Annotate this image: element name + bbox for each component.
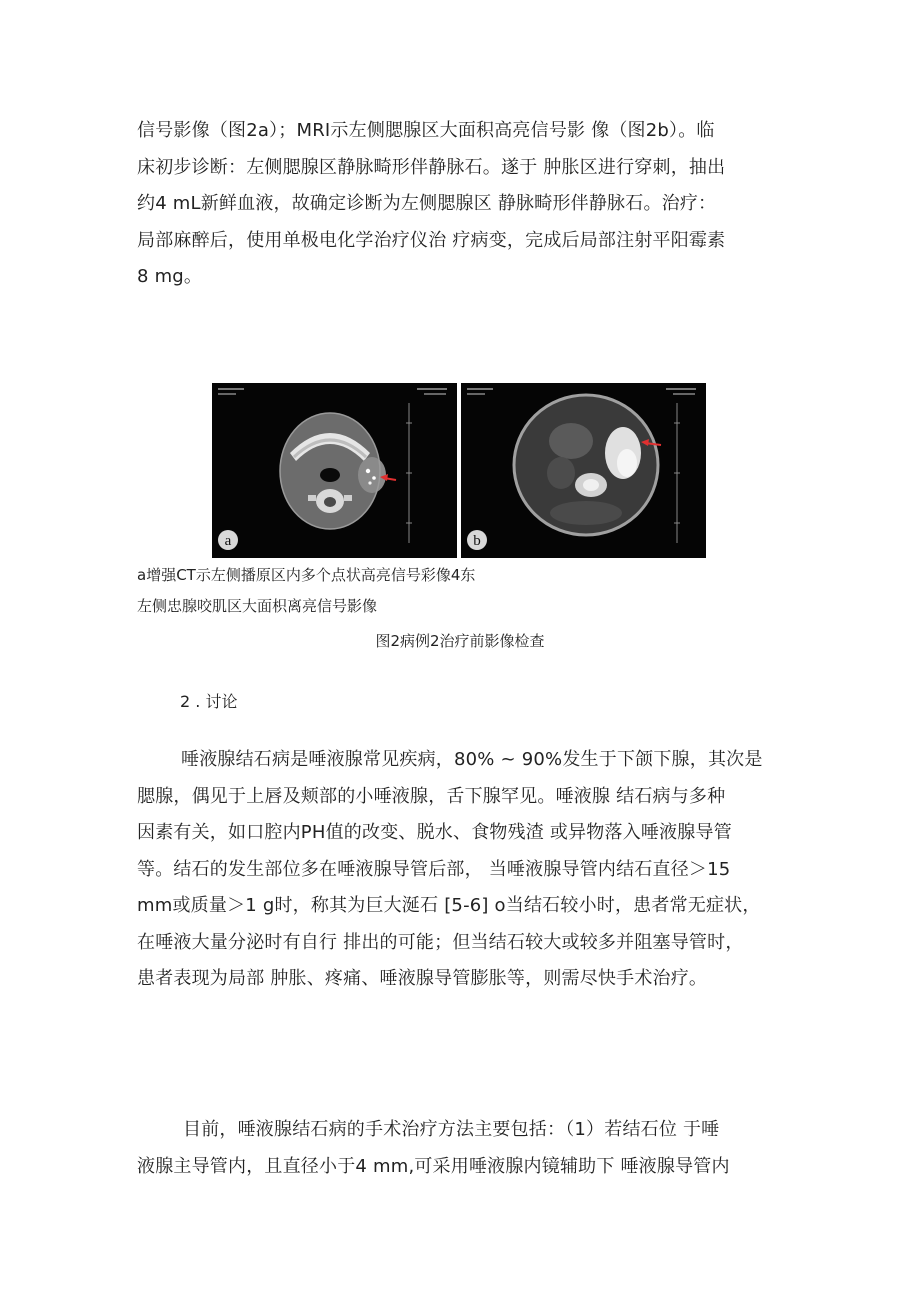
ct-scan-image [212,383,457,558]
text-line: 唾液腺结石病是唾液腺常见疾病，80% ~ 90%发生于下颌下腺，其次是 [181,749,763,770]
text-line: 液腺主导管内，且直径小于4 mm,可采用唾液腺内镜辅助下 唾液腺导管内 [137,1155,730,1177]
figure-imaging [212,383,706,558]
text-line: 局部麻醉后，使用单极电化学治疗仪治 疗病变，完成后局部注射平阳霉素 [137,229,726,251]
panel-a-label: a [224,533,232,549]
figure-caption-line-2: 左侧忠腺咬肌区大面枳离亮信号影像 [137,597,378,615]
panel-b-label: b [473,533,481,549]
text-line: 床初步诊断：左侧腮腺区静脉畸形伴静脉石。遂于 肿胀区进行穿刺，抽出 [137,156,726,178]
text-line: 约4 mL新鲜血液，故确定诊断为左侧腮腺区 静脉畸形伴静脉石。治疗： [137,193,717,214]
text-line: 8 mg。 [137,266,203,287]
text-line: 信号影像（图2a）；MRI示左侧腮腺区大面积高亮信号影 像（图2b）。临 [137,120,715,141]
text-line: 因素有关，如口腔内PH值的改变、脱水、食物残渣 或异物落入唾液腺导管 [137,822,732,843]
text-line: 等。结石的发生部位多在唾液腺导管后部， 当唾液腺导管内结石直径＞15 [137,858,731,880]
figure-caption-line-1: a增强CT示左侧播原区内多个点状高亮信号彩像4东 [137,566,476,584]
text-line: 在唾液大量分泌时有自行 排出的可能；但当结石较大或较多并阻塞导管时， [137,931,744,953]
section-heading: 2 . 讨论 [180,692,238,711]
mri-scan-image [461,383,706,558]
text-line: 腮腺，偶见于上唇及颊部的小唾液腺，舌下腺罕见。唾液腺 结石病与多种 [137,785,726,807]
text-line: 目前，唾液腺结石病的手术治疗方法主要包括：（1）若结石位 于唾 [183,1119,720,1140]
paragraph-treatment [137,1112,797,1185]
text-line: mm或质量＞1 g时，称其为巨大涎石 [5-6] o当结石较小时，患者常无症状， [137,895,761,916]
paragraph-case-description [137,113,797,296]
text-line: 患者表现为局部 肿胀、疼痛、唾液腺导管膨胀等，则需尽快手术治疗。 [137,968,708,989]
figure-title: 图2病例2治疗前影像检查 [375,632,545,650]
paragraph-discussion [137,742,797,998]
